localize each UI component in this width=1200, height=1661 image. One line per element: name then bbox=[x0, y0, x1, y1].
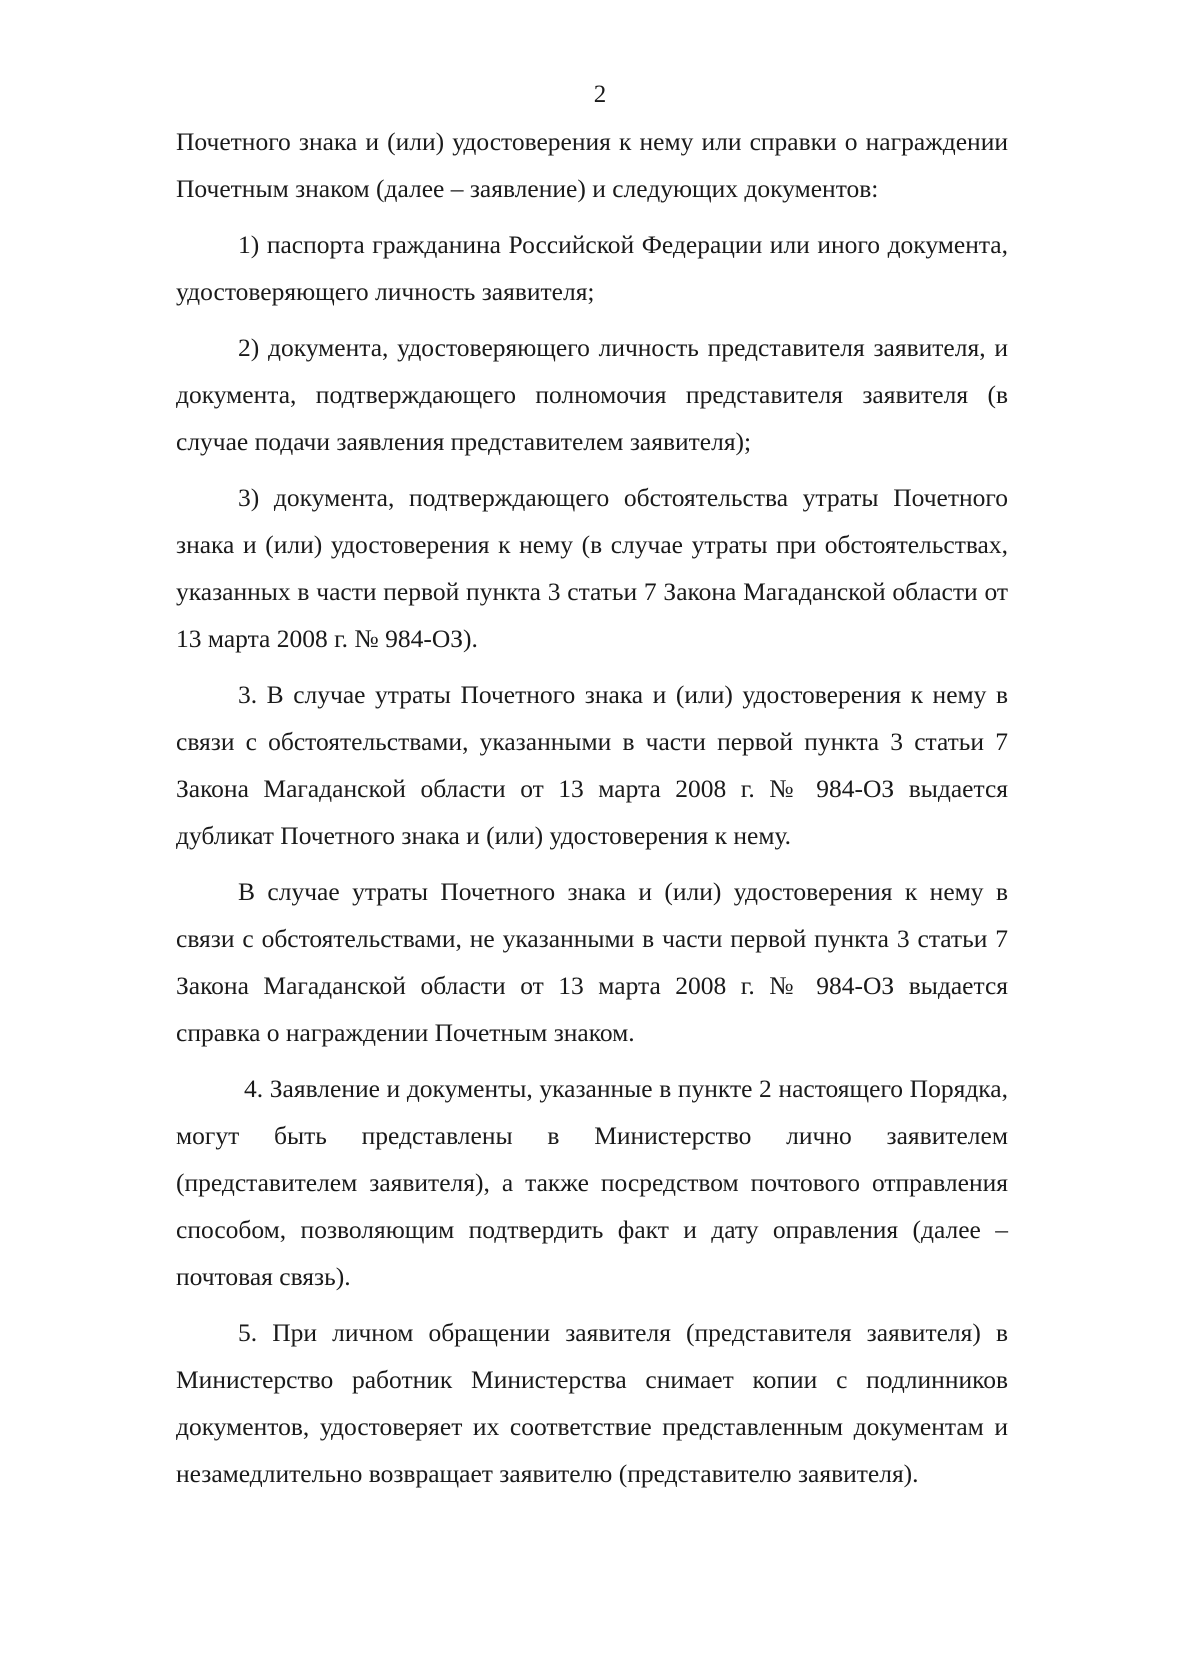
paragraph-section-4: 4. Заявление и документы, указанные в пункте 2 настоящего Порядка, могут быть представлены в Министерство лично заявителем (представителем заявителя), а также посредством почтового отправления способом, позволяющим подтвердить факт и дату оправления (далее – почтовая связь). bbox=[176, 1074, 1008, 1291]
paragraph-continuation: Почетного знака и (или) удостоверения к нему или справки о награждении Почетным знаком (далее – заявление) и следующих документов: bbox=[176, 127, 1008, 203]
paragraph-item-1: 1) паспорта гражданина Российской Федерации или иного документа, удостоверяющего личность заявителя; bbox=[176, 230, 1008, 306]
paragraph-section-3-second: В случае утраты Почетного знака и (или) удостоверения к нему в связи с обстоятельствами, не указанными в части первой пункта 3 статьи 7 Закона Магаданской области от 13 марта 2008 г. № 984-ОЗ выдается справка о награждении Почетным знаком. bbox=[176, 877, 1008, 1047]
paragraph-item-2: 2) документа, удостоверяющего личность представителя заявителя, и документа, подтверждающего полномочия представителя заявителя (в случае подачи заявления представителем заявителя); bbox=[176, 333, 1008, 456]
paragraph-section-3: 3. В случае утраты Почетного знака и (или) удостоверения к нему в связи с обстоятельствами, указанными в части первой пункта 3 статьи 7 Закона Магаданской области от 13 марта 2008 г. № 984-ОЗ выдается дубликат Почетного знака и (или) удостоверения к нему. bbox=[176, 680, 1008, 850]
document-body bbox=[176, 118, 1008, 1506]
paragraph-section-5: 5. При личном обращении заявителя (представителя заявителя) в Министерство работник Министерства снимает копии с подлинников документов, удостоверяет их соответствие представленным документам и незамедлительно возвращает заявителю (представителю заявителя). bbox=[176, 1318, 1008, 1488]
page-number: 2 bbox=[593, 81, 607, 108]
paragraph-item-3: 3) документа, подтверждающего обстоятельства утраты Почетного знака и (или) удостоверения к нему (в случае утраты при обстоятельствах, указанных в части первой пункта 3 статьи 7 Закона Магаданской области от 13 марта 2008 г. № 984-ОЗ). bbox=[176, 483, 1008, 653]
